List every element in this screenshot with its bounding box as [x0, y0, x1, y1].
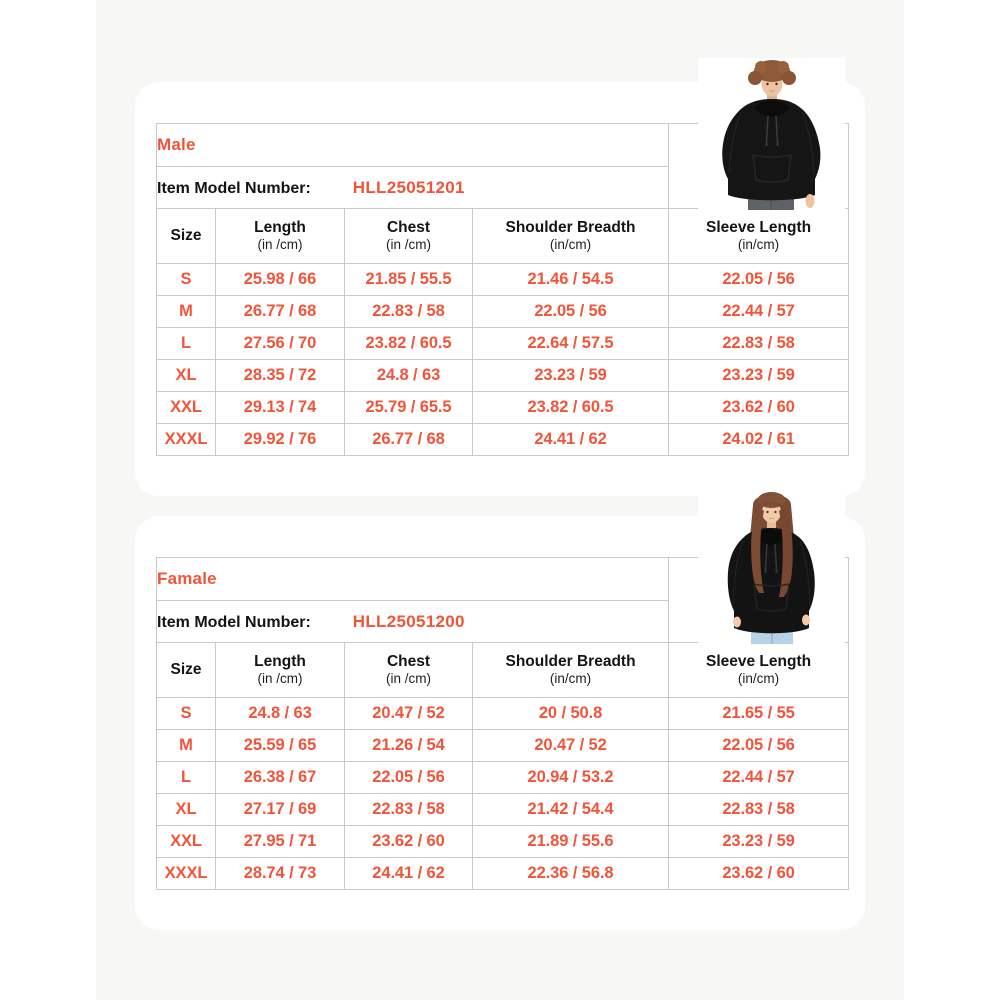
measurement-value: 22.64 / 57.5: [473, 328, 669, 360]
measurement-value: 22.05 / 56: [669, 730, 849, 762]
size-label: XXL: [157, 826, 216, 858]
measurement-value: 25.79 / 65.5: [345, 392, 473, 424]
measurement-value: 23.62 / 60: [345, 826, 473, 858]
measurement-value: 22.83 / 58: [669, 328, 849, 360]
column-header-shoulder-breadth: Shoulder Breadth (in/cm): [473, 209, 669, 264]
size-label: M: [157, 296, 216, 328]
measurement-value: 22.44 / 57: [669, 296, 849, 328]
measurement-value: 29.92 / 76: [216, 424, 345, 456]
measurement-value: 22.36 / 56.8: [473, 858, 669, 890]
column-header-length: Length (in /cm): [216, 643, 345, 698]
measurement-value: 24.02 / 61: [669, 424, 849, 456]
gender-title: Famale: [157, 558, 669, 601]
size-label: XL: [157, 360, 216, 392]
measurement-value: 22.05 / 56: [345, 762, 473, 794]
measurement-value: 27.17 / 69: [216, 794, 345, 826]
measurement-value: 22.83 / 58: [345, 296, 473, 328]
size-row-xxl: [157, 826, 849, 858]
measurement-value: 20.47 / 52: [345, 698, 473, 730]
measurement-value: 23.23 / 59: [473, 360, 669, 392]
measurement-value: 24.41 / 62: [345, 858, 473, 890]
column-header-chest: Chest (in /cm): [345, 209, 473, 264]
measurement-value: 21.85 / 55.5: [345, 264, 473, 296]
measurement-value: 26.77 / 68: [216, 296, 345, 328]
male-model-photo: [698, 58, 845, 210]
measurement-value: 27.95 / 71: [216, 826, 345, 858]
measurement-value: 23.23 / 59: [669, 826, 849, 858]
male-size-chart-card: [135, 82, 865, 496]
female-size-chart-card: [135, 516, 865, 930]
column-header-size: Size: [157, 643, 216, 698]
size-label: XXL: [157, 392, 216, 424]
measurement-value: 20.47 / 52: [473, 730, 669, 762]
measurement-value: 23.62 / 60: [669, 858, 849, 890]
measurement-value: 24.8 / 63: [216, 698, 345, 730]
item-model-number: HLL25051201: [352, 177, 465, 197]
size-row-xl: [157, 360, 849, 392]
size-row-m: [157, 296, 849, 328]
female-model-black-hoodie-illustration: [698, 489, 845, 644]
size-row-m: [157, 730, 849, 762]
size-row-l: [157, 328, 849, 360]
measurement-value: 23.82 / 60.5: [473, 392, 669, 424]
size-label: M: [157, 730, 216, 762]
size-row-l: [157, 762, 849, 794]
column-header-sleeve-length: Sleeve Length (in/cm): [669, 643, 849, 698]
measurement-value: 29.13 / 74: [216, 392, 345, 424]
measurement-value: 26.38 / 67: [216, 762, 345, 794]
measurement-value: 23.23 / 59: [669, 360, 849, 392]
column-header-shoulder-breadth: Shoulder Breadth (in/cm): [473, 643, 669, 698]
measurement-value: 25.59 / 65: [216, 730, 345, 762]
measurement-value: 22.05 / 56: [473, 296, 669, 328]
measurement-value: 24.8 / 63: [345, 360, 473, 392]
measurement-value: 27.56 / 70: [216, 328, 345, 360]
size-label: XL: [157, 794, 216, 826]
measurement-value: 28.35 / 72: [216, 360, 345, 392]
measurement-value: 21.42 / 54.4: [473, 794, 669, 826]
measurement-value: 22.83 / 58: [669, 794, 849, 826]
column-header-size: Size: [157, 209, 216, 264]
measurement-value: 28.74 / 73: [216, 858, 345, 890]
measurement-value: 24.41 / 62: [473, 424, 669, 456]
item-model-label: Item Model Number:: [157, 179, 311, 197]
measurement-value: 21.65 / 55: [669, 698, 849, 730]
measurement-value: 26.77 / 68: [345, 424, 473, 456]
column-header-length: Length (in /cm): [216, 209, 345, 264]
measurement-value: 25.98 / 66: [216, 264, 345, 296]
size-label: L: [157, 762, 216, 794]
measurement-value: 21.26 / 54: [345, 730, 473, 762]
measurement-value: 23.82 / 60.5: [345, 328, 473, 360]
column-header-sleeve-length: Sleeve Length (in/cm): [669, 209, 849, 264]
measurement-value: 22.05 / 56: [669, 264, 849, 296]
column-header-chest: Chest (in /cm): [345, 643, 473, 698]
item-model-cell: [157, 601, 669, 643]
measurement-value: 22.44 / 57: [669, 762, 849, 794]
size-row-xxxl: [157, 424, 849, 456]
item-model-label: Item Model Number:: [157, 613, 311, 631]
measurement-value: 23.62 / 60: [669, 392, 849, 424]
size-label: XXXL: [157, 858, 216, 890]
size-row-xxl: [157, 392, 849, 424]
female-hand: [733, 617, 741, 628]
item-model-number: HLL25051200: [352, 611, 465, 631]
column-header-row: [157, 209, 849, 264]
measurement-value: 21.89 / 55.6: [473, 826, 669, 858]
measurement-value: 20 / 50.8: [473, 698, 669, 730]
female-model-photo: [698, 489, 845, 644]
size-row-s: [157, 698, 849, 730]
male-hand: [806, 194, 815, 208]
size-row-s: [157, 264, 849, 296]
size-label: S: [157, 698, 216, 730]
measurement-value: 22.83 / 58: [345, 794, 473, 826]
female-hand: [802, 615, 810, 626]
item-model-cell: [157, 167, 669, 209]
measurement-value: 20.94 / 53.2: [473, 762, 669, 794]
size-row-xxxl: [157, 858, 849, 890]
measurement-value: 21.46 / 54.5: [473, 264, 669, 296]
column-header-row: [157, 643, 849, 698]
size-label: S: [157, 264, 216, 296]
size-label: XXXL: [157, 424, 216, 456]
size-label: L: [157, 328, 216, 360]
male-model-black-hoodie-illustration: [698, 58, 845, 210]
gender-title: Male: [157, 124, 669, 167]
size-row-xl: [157, 794, 849, 826]
